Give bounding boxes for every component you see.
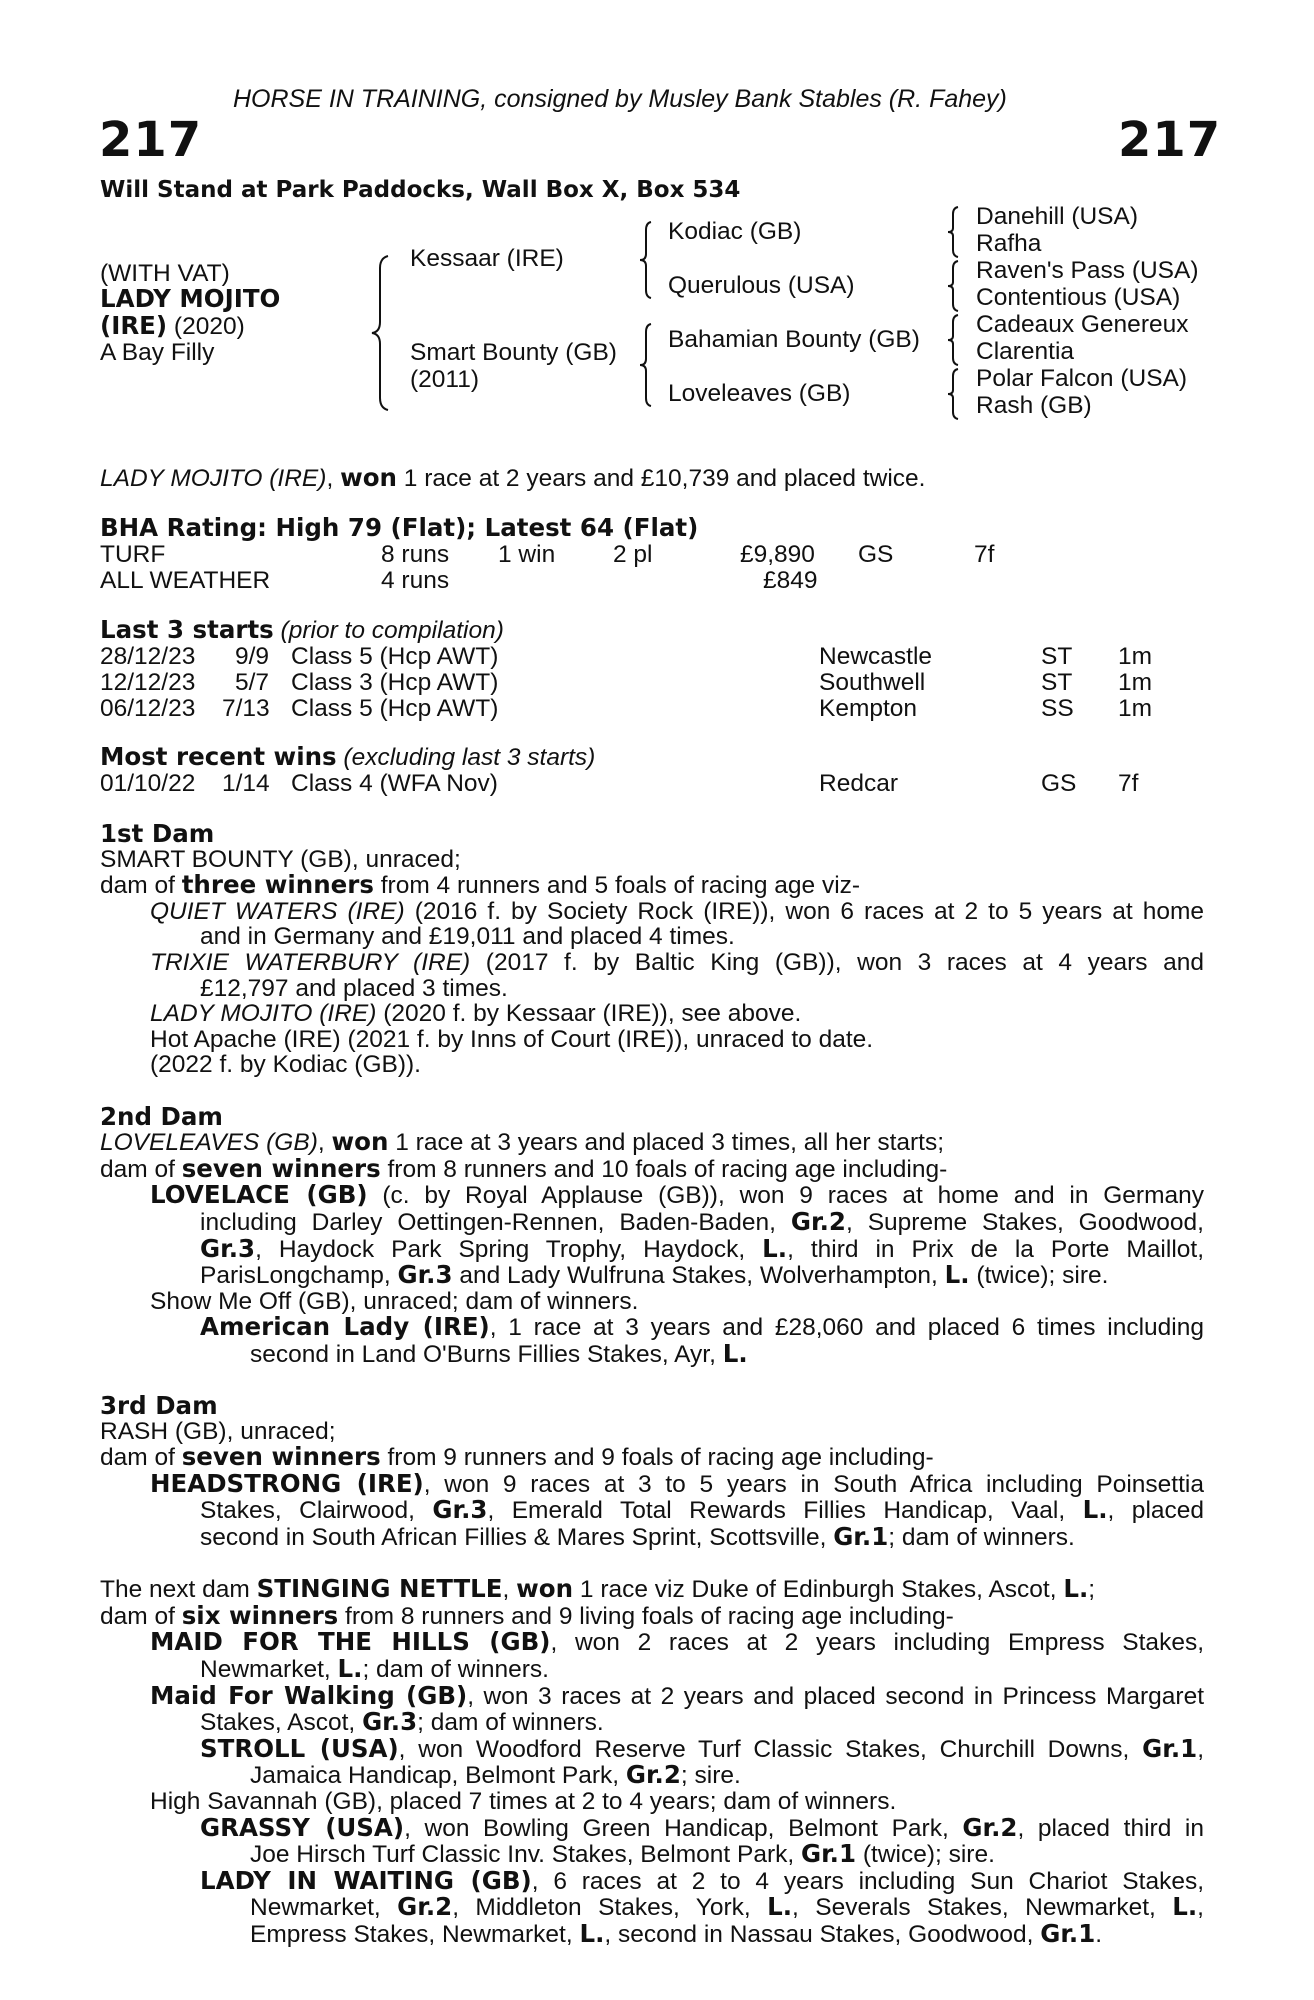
t: second in South African Fillies & Mares Sprint, Scottsville, — [200, 1524, 834, 1552]
t: American Lady (IRE) — [200, 1312, 490, 1342]
progeny-line — [100, 1656, 1204, 1683]
t: . — [1095, 1920, 1103, 1948]
t: from 8 runners and 10 foals of racing age including- — [380, 1155, 948, 1183]
t: (2017 f. by Baltic King (GB)), won 3 races at 4 years and — [470, 948, 1204, 976]
distance: 7f — [974, 541, 995, 568]
going: ST — [1041, 669, 1073, 696]
t: , 1 race at 3 years and £28,060 and placed 6 times including — [489, 1314, 1204, 1342]
lot-number-right: 217 — [1118, 112, 1222, 168]
dam3-line: RASH (GB), unraced; — [100, 1417, 336, 1445]
progeny-line — [100, 950, 1204, 976]
t: LADY IN WAITING (GB) — [200, 1865, 532, 1895]
progeny-line — [100, 1841, 1204, 1868]
consignor-line: HORSE IN TRAINING, consigned by Musley Bank Stables (R. Fahey) — [233, 85, 1007, 113]
progeny-line: High Savannah (GB), placed 7 times at 2 to 4 years; dam of winners. — [150, 1787, 897, 1815]
t: LOVELEAVES (GB) — [100, 1129, 318, 1157]
last3-note: (prior to compilation) — [273, 617, 504, 644]
course: Redcar — [819, 770, 898, 797]
horse-country: (IRE) — [100, 311, 168, 340]
progeny-line — [100, 1206, 1204, 1236]
race-summary — [100, 465, 925, 492]
t: Empress Stakes, Newmarket, — [250, 1920, 580, 1948]
dam1-title: 1st Dam — [100, 819, 215, 848]
date: 06/12/23 — [100, 695, 196, 722]
t: (twice); sire. — [969, 1262, 1109, 1290]
horse-description: A Bay Filly — [100, 339, 215, 366]
t: LADY MOJITO (IRE) — [150, 1000, 377, 1028]
t: Gr.2 — [790, 1206, 846, 1236]
dam2-line — [100, 1129, 1204, 1156]
recent-table — [100, 770, 1210, 796]
t: LOVELACE (GB) — [150, 1180, 368, 1210]
summary-won: won — [340, 463, 397, 492]
t: HEADSTRONG (IRE) — [150, 1468, 424, 1498]
going: ST — [1041, 643, 1073, 670]
race: Class 5 (Hcp AWT) — [291, 695, 499, 722]
t: Stakes, Clairwood, — [200, 1497, 433, 1525]
t: , — [317, 1129, 332, 1157]
position: 5/7 — [235, 669, 270, 696]
wins: 1 win — [498, 541, 556, 568]
ssd: Rafha — [976, 230, 1042, 257]
gen3-brace-4 — [946, 367, 960, 421]
dam-year: (2011) — [410, 366, 480, 393]
t: , Emerald Total Rewards Fillies Handicap, Vaal, — [487, 1497, 1083, 1525]
sdd: Contentious (USA) — [976, 284, 1181, 311]
t: ; dam of winners. — [417, 1709, 604, 1737]
going: GS — [858, 541, 894, 568]
horse-year: (2020) — [167, 313, 245, 340]
progeny-line — [100, 1629, 1204, 1656]
sss: Danehill (USA) — [976, 203, 1139, 230]
t: L. — [944, 1260, 970, 1290]
dam2-title: 2nd Dam — [100, 1101, 223, 1131]
progeny-line — [100, 899, 1204, 925]
t: The next dam — [100, 1576, 257, 1604]
t: Gr.1 — [1142, 1733, 1198, 1763]
position: 9/9 — [235, 643, 270, 670]
t: seven winners — [181, 1442, 381, 1472]
progeny-line — [100, 1894, 1204, 1921]
t: (2016 f. by Society Rock (IRE)), won 6 races at 2 to 5 years at home — [404, 897, 1204, 925]
t: , — [1197, 1894, 1204, 1922]
t: (2020 f. by Kessaar (IRE)), see above. — [376, 1000, 802, 1028]
t: Gr.2 — [962, 1812, 1018, 1842]
t: from 8 runners and 9 living foals of racing age including- — [338, 1602, 954, 1630]
distance: 7f — [1118, 770, 1139, 797]
position: 1/14 — [222, 770, 270, 797]
t: QUIET WATERS (IRE) — [150, 897, 405, 925]
going: SS — [1041, 695, 1074, 722]
t: L. — [579, 1918, 605, 1948]
date: 28/12/23 — [100, 643, 196, 670]
t: Jamaica Handicap, Belmont Park, — [250, 1762, 626, 1790]
progeny-line — [100, 1338, 1204, 1368]
t: Gr.3 — [397, 1260, 453, 1290]
table-row — [100, 695, 1210, 721]
t: L. — [1172, 1892, 1198, 1922]
t: Gr.1 — [800, 1839, 857, 1869]
progeny-line — [100, 1865, 1204, 1895]
rating-row — [100, 567, 1210, 593]
t: from 4 runners and 5 foals of racing age viz- — [373, 872, 861, 900]
table-row — [100, 669, 1210, 695]
runs: 4 runs — [381, 567, 450, 594]
dam3-title: 3rd Dam — [100, 1391, 218, 1421]
t: dam of — [100, 1155, 182, 1183]
t: including Darley Oettingen-Rennen, Baden-Baden, — [200, 1208, 791, 1236]
prize: £9,890 — [740, 541, 815, 568]
progeny-line — [100, 1918, 1204, 1948]
t: TRIXIE WATERBURY (IRE) — [150, 948, 471, 976]
dam-sections — [100, 821, 1204, 1948]
recent-note: (excluding last 3 starts) — [336, 744, 596, 771]
sire-dam: Querulous (USA) — [668, 272, 855, 299]
sire-line-brace — [638, 220, 654, 300]
race: Class 4 (WFA Nov) — [291, 770, 498, 797]
dam-sire: Bahamian Bounty (GB) — [668, 326, 920, 353]
summary-comma: , — [326, 465, 341, 492]
t: L. — [722, 1338, 748, 1368]
going: GS — [1041, 770, 1077, 797]
progeny-line — [100, 1733, 1204, 1763]
gen3-brace-2 — [946, 259, 960, 313]
rating-table — [100, 541, 1210, 593]
progeny-line — [100, 1812, 1204, 1842]
progeny-line — [100, 1314, 1204, 1341]
t: Newmarket, — [200, 1656, 338, 1683]
t: from 9 runners and 9 foals of racing age including- — [380, 1444, 934, 1472]
bha-rating: BHA Rating: High 79 (Flat); Latest 64 (Flat) — [100, 513, 699, 542]
table-row — [100, 770, 1210, 796]
t: , — [1197, 1735, 1204, 1763]
rating-row — [100, 541, 1210, 567]
distance: 1m — [1118, 643, 1153, 670]
sire: Kessaar (IRE) — [410, 245, 564, 272]
t: , won 2 races at 2 years including Empress Stakes, — [550, 1629, 1204, 1657]
t: Gr.2 — [625, 1760, 681, 1790]
date: 12/12/23 — [100, 669, 196, 696]
t: L. — [337, 1654, 363, 1683]
t: Gr.2 — [397, 1892, 453, 1922]
t: three winners — [181, 870, 374, 900]
course: Newcastle — [819, 643, 933, 670]
t: GRASSY (USA) — [200, 1812, 405, 1842]
course: Kempton — [819, 695, 918, 722]
progeny-line — [100, 1762, 1204, 1789]
t: , won 3 races at 2 years and placed second in Princess Margaret — [467, 1682, 1204, 1710]
ddd: Rash (GB) — [976, 392, 1092, 419]
summary-name: LADY MOJITO (IRE) — [100, 465, 327, 492]
progeny-line — [100, 1709, 1204, 1736]
t: (twice); sire. — [856, 1841, 995, 1869]
t: Gr.3 — [362, 1707, 418, 1737]
t: , — [502, 1576, 517, 1604]
t: dam of — [100, 1602, 182, 1630]
t: ; dam of winners. — [888, 1524, 1075, 1552]
progeny-line — [100, 1233, 1204, 1263]
prize: £849 — [763, 567, 818, 594]
t: L. — [767, 1892, 793, 1922]
dds: Polar Falcon (USA) — [976, 365, 1188, 392]
progeny-line — [100, 1680, 1204, 1710]
position: 7/13 — [222, 695, 270, 722]
progeny-line — [100, 1497, 1204, 1524]
surface: TURF — [100, 541, 166, 568]
sds: Raven's Pass (USA) — [976, 257, 1199, 284]
t: , 6 races at 2 to 4 years including Sun Chariot Stakes, — [531, 1867, 1204, 1895]
t: Joe Hirsch Turf Classic Inv. Stakes, Belmont Park, — [250, 1841, 801, 1869]
dam-dam: Loveleaves (GB) — [668, 380, 851, 407]
t: Maid For Walking (GB) — [150, 1680, 468, 1710]
progeny-line: £12,797 and placed 3 times. — [200, 974, 508, 1002]
t: MAID FOR THE HILLS (GB) — [150, 1627, 551, 1657]
t: ParisLongchamp, — [200, 1262, 398, 1290]
t: (c. by Royal Applause (GB)), won 9 races at home and in Germany — [367, 1182, 1204, 1210]
progeny-line — [100, 1001, 1204, 1027]
t: , third in Prix de la Porte Maillot, — [787, 1235, 1204, 1263]
dss: Cadeaux Genereux — [976, 311, 1189, 338]
lot-number-left: 217 — [99, 112, 203, 168]
sire-dam-brace — [370, 254, 392, 412]
race: Class 3 (Hcp AWT) — [291, 669, 499, 696]
t: won — [516, 1574, 574, 1604]
progeny-line: Hot Apache (IRE) (2021 f. by Inns of Court (IRE)), unraced to date. — [150, 1025, 874, 1053]
t: 1 race viz Duke of Edinburgh Stakes, Ascot, — [573, 1576, 1064, 1604]
dam4-summary — [100, 1600, 1204, 1630]
t: ; — [1088, 1576, 1096, 1604]
t: Gr.3 — [200, 1233, 256, 1263]
dam4-line — [100, 1576, 1204, 1603]
distance: 1m — [1118, 695, 1153, 722]
progeny-line — [100, 1524, 1204, 1551]
t: , placed — [1107, 1497, 1205, 1525]
progeny-line — [100, 1468, 1204, 1498]
t: and Lady Wulfruna Stakes, Wolverhampton, — [452, 1262, 945, 1290]
t: dam of — [100, 1444, 182, 1472]
dam3-summary — [100, 1444, 1204, 1471]
vat-note: (WITH VAT) — [100, 260, 230, 287]
gen3-brace-1 — [946, 205, 960, 259]
t: Gr.3 — [432, 1495, 488, 1525]
t: , won Bowling Green Handicap, Belmont Park, — [404, 1814, 963, 1842]
dam-line-brace — [638, 322, 654, 408]
race: Class 5 (Hcp AWT) — [291, 643, 499, 670]
distance: 1m — [1118, 669, 1153, 696]
t: ; sire. — [680, 1762, 741, 1790]
runs: 8 runs — [381, 541, 450, 568]
recent-title: Most recent wins — [100, 742, 337, 771]
t: seven winners — [181, 1153, 381, 1183]
table-row — [100, 643, 1210, 669]
t: , placed third in — [1017, 1814, 1204, 1842]
t: L. — [1063, 1574, 1089, 1604]
surface: ALL WEATHER — [100, 567, 271, 594]
t: STINGING NETTLE — [256, 1574, 503, 1604]
t: Stakes, Ascot, — [200, 1709, 363, 1737]
dsd: Clarentia — [976, 338, 1075, 365]
t: Newmarket, — [250, 1894, 398, 1922]
t: 1 race at 3 years and placed 3 times, all her starts; — [388, 1129, 945, 1157]
course: Southwell — [819, 669, 926, 696]
progeny-line — [100, 1182, 1204, 1209]
progeny-line: Show Me Off (GB), unraced; dam of winners. — [150, 1287, 639, 1315]
t: L. — [1082, 1495, 1108, 1525]
recent-heading — [100, 744, 595, 771]
t: , won 9 races at 3 to 5 years in South Africa including Poinsettia — [423, 1470, 1204, 1498]
t: won — [331, 1127, 389, 1157]
t: second in Land O'Burns Fillies Stakes, Ayr, — [250, 1340, 723, 1368]
t: six winners — [181, 1600, 339, 1630]
dam: Smart Bounty (GB) — [410, 339, 617, 366]
last3-heading — [100, 617, 504, 644]
date: 01/10/22 — [100, 770, 196, 797]
t: , second in Nassau Stakes, Goodwood, — [604, 1920, 1041, 1948]
t: , Severals Stakes, Newmarket, — [792, 1894, 1173, 1922]
t: L. — [762, 1233, 788, 1263]
t: Gr.1 — [1040, 1918, 1096, 1948]
gen3-brace-3 — [946, 313, 960, 367]
summary-rest: 1 race at 2 years and £10,739 and placed twice. — [396, 465, 926, 492]
t: , won Woodford Reserve Turf Classic Stakes, Churchill Downs, — [398, 1735, 1143, 1763]
last3-title: Last 3 starts — [100, 615, 274, 644]
t: STROLL (USA) — [200, 1733, 399, 1763]
progeny-line: and in Germany and £19,011 and placed 4 times. — [200, 923, 735, 951]
dam1-summary — [100, 872, 1204, 899]
t: dam of — [100, 872, 182, 900]
placed: 2 pl — [613, 541, 653, 568]
progeny-line: (2022 f. by Kodiac (GB)). — [150, 1051, 421, 1079]
dam1-line: SMART BOUNTY (GB), unraced; — [100, 845, 461, 873]
progeny-line — [100, 1262, 1204, 1289]
t: , Haydock Park Spring Trophy, Haydock, — [255, 1235, 763, 1263]
t: , Supreme Stakes, Goodwood, — [845, 1208, 1204, 1236]
horse-name: LADY MOJITO — [100, 284, 281, 313]
sire-sire: Kodiac (GB) — [668, 218, 802, 245]
t: , Middleton Stakes, York, — [452, 1894, 768, 1922]
last3-table — [100, 643, 1210, 721]
t: ; dam of winners. — [362, 1656, 549, 1683]
horse-name-line2 — [100, 313, 245, 340]
dam2-summary — [100, 1153, 1204, 1183]
t: Gr.1 — [833, 1522, 889, 1552]
stand-location: Will Stand at Park Paddocks, Wall Box X, Box 534 — [100, 177, 741, 203]
